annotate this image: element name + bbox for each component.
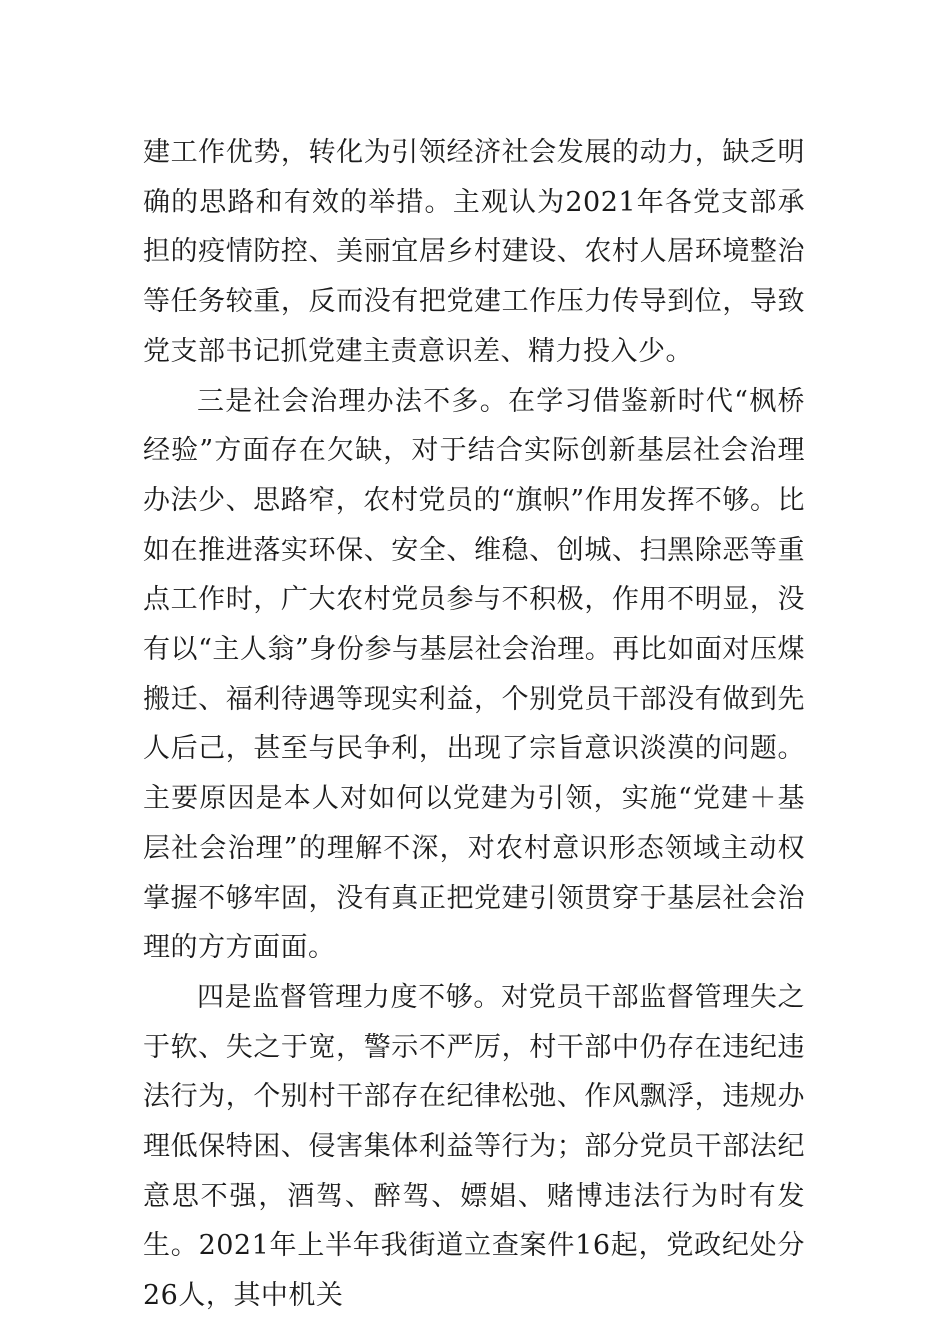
document-body bbox=[143, 128, 805, 1321]
paragraph-supervision: 四是监督管理力度不够。对党员干部监督管理失之于软、失之于宽，警示不严厉，村干部中仍存在违纪违法行为，个别村干部存在纪律松弛、作风飘浮，违规办理低保特困、侵害集体利益等行为；部分党员干部法纪意思不强，酒驾、醉驾、嫖娼、赌博违法行为时有发生。2021年上半年我街道立查案件16起，党政纪处分26人，其中机关 bbox=[143, 981, 805, 1312]
paragraph-continuation: 建工作优势，转化为引领经济社会发展的动力，缺乏明确的思路和有效的举措。主观认为2021年各党支部承担的疫情防控、美丽宜居乡村建设、农村人居环境整治等任务较重，反而没有把党建工作压力传导到位，导致党支部书记抓党建主责意识差、精力投入少。 bbox=[143, 137, 805, 367]
paragraph-social-governance: 三是社会治理办法不多。在学习借鉴新时代“枫桥经验”方面存在欠缺，对于结合实际创新基层社会治理办法少、思路窄，农村党员的“旗帜”作用发挥不够。比如在推进落实环保、安全、维稳、创城、扫黑除恶等重点工作时，广大农村党员参与不积极，作用不明显，没有以“主人翁”身份参与基层社会治理。再比如面对压煤搬迁、福利待遇等现实利益，个别党员干部没有做到先人后己，甚至与民争利，出现了宗旨意识淡漠的问题。主要原因是本人对如何以党建为引领，实施“党建＋基层社会治理”的理解不深，对农村意识形态领域主动权掌握不够牢固，没有真正把党建引领贯穿于基层社会治理的方方面面。 bbox=[143, 385, 805, 964]
